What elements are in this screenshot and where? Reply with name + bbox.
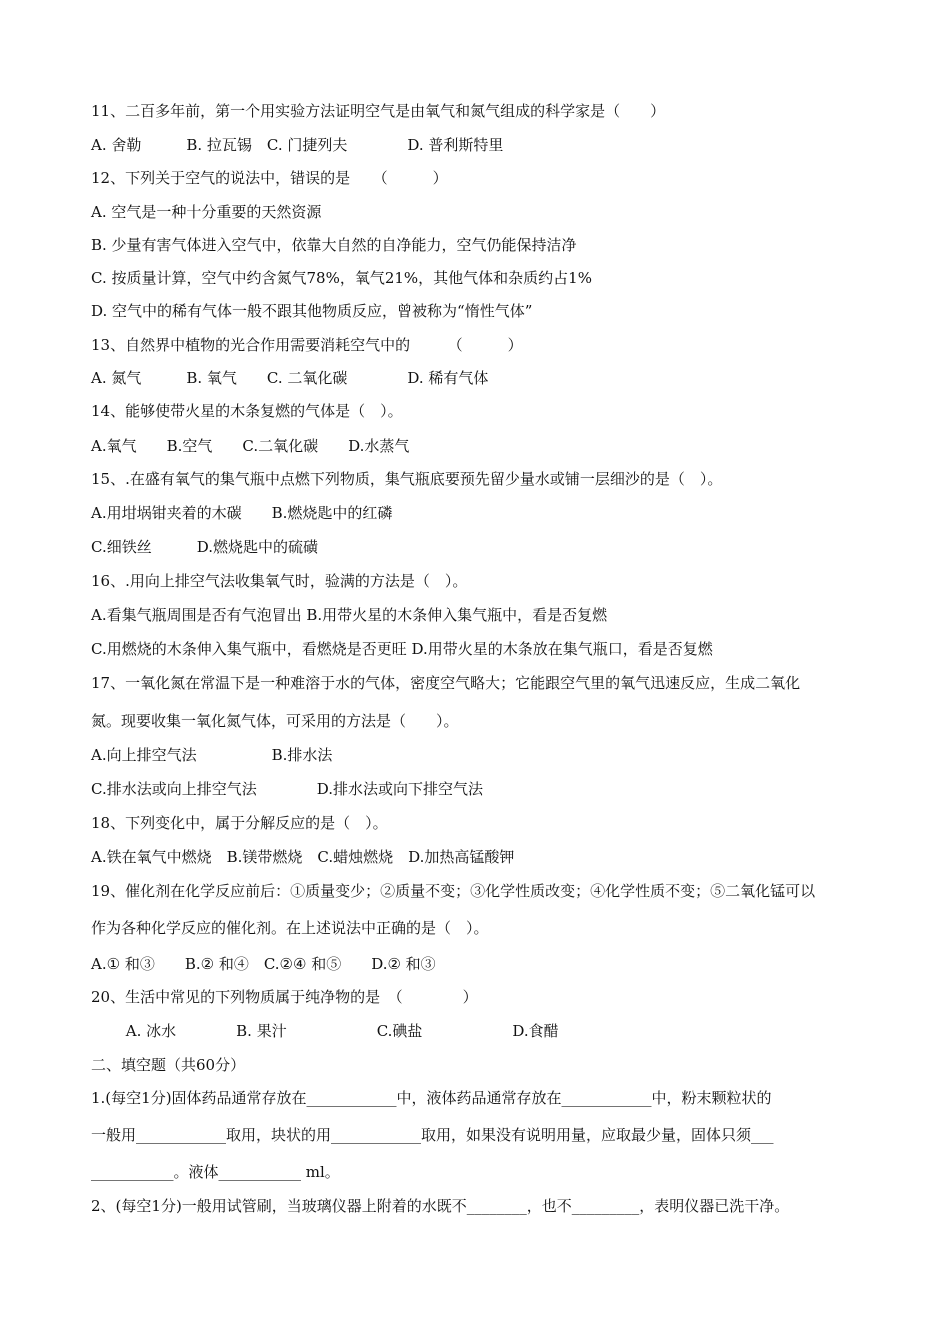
question-20-stem: 20、生活中常见的下列物质属于纯净物的是 （ ） [91, 988, 478, 1006]
question-18-stem: 18、下列变化中，属于分解反应的是（ ）。 [91, 814, 388, 832]
question-17-stem-line-2: 氮。现要收集一氧化氮气体，可采用的方法是（ ）。 [91, 712, 459, 730]
question-16-stem: 16、.用向上排空气法收集氧气时，验满的方法是（ ）。 [91, 572, 468, 590]
question-15-stem: 15、.在盛有氧气的集气瓶中点燃下列物质，集气瓶底要预先留少量水或铺一层细沙的是（ ）。 [91, 470, 723, 488]
question-14-stem: 14、能够使带火星的木条复燃的气体是（ ）。 [91, 402, 403, 420]
question-12-stem: 12、下列关于空气的说法中，错误的是 （ ） [91, 169, 448, 187]
question-17-stem-line-1: 17、一氧化氮在常温下是一种难溶于水的气体，密度空气略大；它能跟空气里的氧气迅速反应，生成二氧化 [91, 674, 801, 692]
question-17-options-cd: C.排水法或向上排空气法 D.排水法或向下排空气法 [91, 780, 483, 798]
fill-2-line-1: 2、(每空1分)一般用试管刷，当玻璃仪器上附着的水既不________，也不_________，表明仪器已洗干净。 [91, 1197, 790, 1215]
fill-1-line-1: 1.(每空1分)固体药品通常存放在____________中，液体药品通常存放在____________中，粉末颗粒状的 [91, 1089, 772, 1107]
question-17-options-ab: A.向上排空气法 B.排水法 [91, 746, 333, 764]
question-19-options: A.① 和③ B.② 和④ C.②④ 和⑤ D.② 和③ [91, 955, 436, 973]
question-12-option-b: B. 少量有害气体进入空气中，依靠大自然的自净能力，空气仍能保持洁净 [91, 236, 577, 254]
section-2-heading: 二、填空题（共60分） [91, 1056, 246, 1074]
question-15-options-ab: A.用坩埚钳夹着的木碳 B.燃烧匙中的红磷 [91, 504, 393, 522]
question-16-options-cd: C.用燃烧的木条伸入集气瓶中，看燃烧是否更旺 D.用带火星的木条放在集气瓶口，看是否复燃 [91, 640, 713, 658]
question-20-options: A. 冰水 B. 果汁 C.碘盐 D.食醋 [91, 1022, 559, 1040]
question-16-options-ab: A.看集气瓶周围是否有气泡冒出 B.用带火星的木条伸入集气瓶中，看是否复燃 [91, 606, 608, 624]
question-18-options: A.铁在氧气中燃烧 B.镁带燃烧 C.蜡烛燃烧 D.加热高锰酸钾 [91, 848, 515, 866]
fill-1-line-2: 一般用____________取用，块状的用____________取用，如果没有说明用量，应取最少量，固体只须___ [91, 1126, 774, 1144]
question-15-options-cd: C.细铁丝 D.燃烧匙中的硫磺 [91, 538, 318, 556]
fill-1-line-3: ___________。液体___________ ml。 [91, 1163, 340, 1181]
question-12-option-a: A. 空气是一种十分重要的天然资源 [91, 203, 322, 221]
question-14-options: A.氧气 B.空气 C.二氧化碳 D.水蒸气 [91, 437, 410, 455]
question-12-option-c: C. 按质量计算，空气中约含氮气78%，氧气21%，其他气体和杂质约占1% [91, 269, 592, 287]
question-11-stem: 11、二百多年前，第一个用实验方法证明空气是由氧气和氮气组成的科学家是（ ） [91, 102, 666, 120]
question-13-options: A. 氮气 B. 氧气 C. 二氧化碳 D. 稀有气体 [91, 369, 489, 387]
question-19-stem-line-1: 19、催化剂在化学反应前后：①质量变少；②质量不变；③化学性质改变；④化学性质不变；⑤二氧化锰可以 [91, 882, 816, 900]
question-13-stem: 13、自然界中植物的光合作用需要消耗空气中的 （ ） [91, 336, 523, 354]
question-11-options: A. 舍勒 B. 拉瓦锡 C. 门捷列夫 D. 普利斯特里 [91, 136, 504, 154]
question-12-option-d: D. 空气中的稀有气体一般不跟其他物质反应，曾被称为“惰性气体” [91, 302, 533, 320]
question-19-stem-line-2: 作为各种化学反应的催化剂。在上述说法中正确的是（ ）。 [91, 919, 489, 937]
